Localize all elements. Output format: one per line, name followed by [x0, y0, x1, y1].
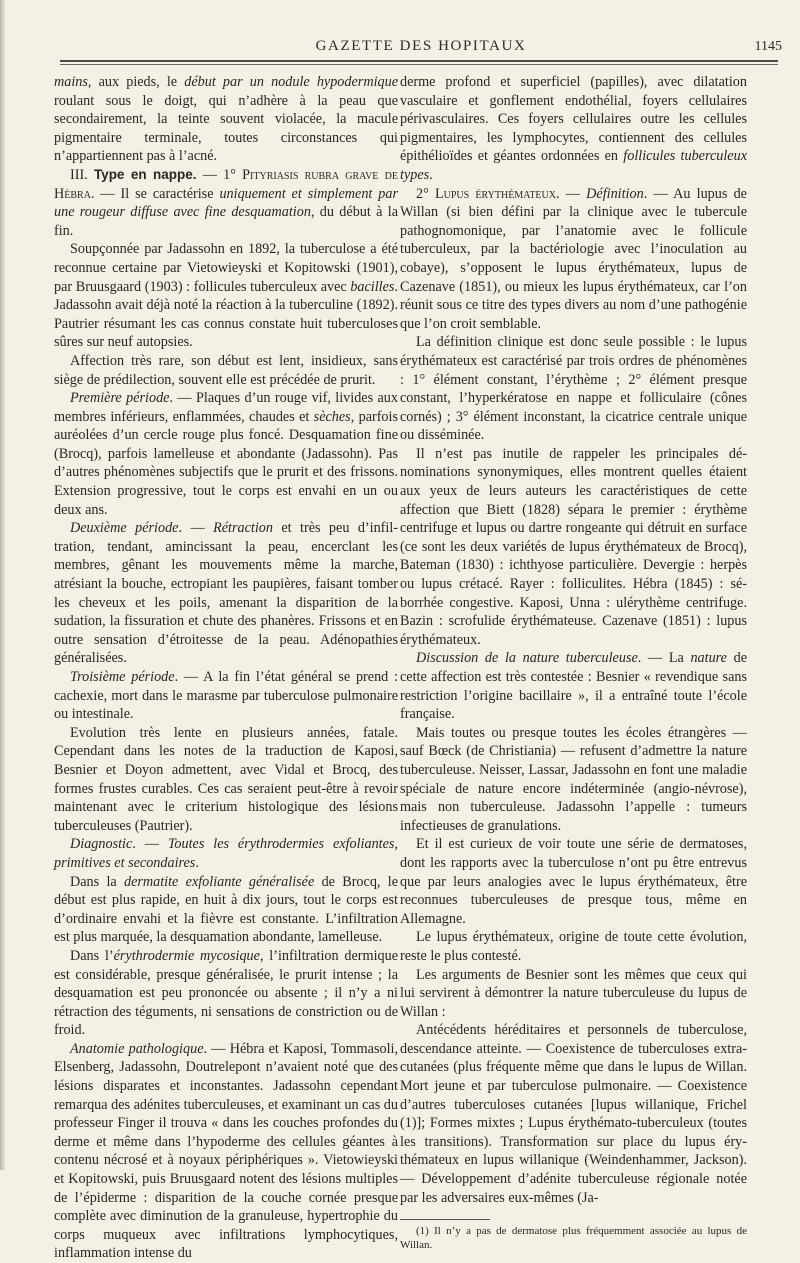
paragraph: Il n’est pas inutile de rappeler les principales dénominations synonymiques, elles montrent quelles étaient aux yeux de leurs auteurs les caractéristiques de cette affection que Biett (1828) sépara le premier : érythème centrifuge et lupus ou dartre rongeante qui détruit en surface (ce sont les deux variétés de lupus érythémateux de Brocq), Bateman (1830) : ichthyose particulière. Devergie : herpès ou lupus crétacé. Rayer : folliculites. Hébra (1845) : séborrhée congestive. Kaposi, Unna : ulérythème centrifuge. Bazin : scrofulide érythémateuse. Cazenave (1851) : lupus érythémateux.	[400, 445, 747, 648]
paragraph: Diagnostic. — Toutes les érythrodermies exfoliantes, primitives et secondaires.	[54, 836, 398, 871]
page-spine-shadow	[0, 0, 6, 1170]
header-rule-thick	[60, 60, 778, 62]
paragraph: Les arguments de Besnier sont les mêmes que ceux qui lui servirent à démontrer la nature tuberculeuse du lupus de Willan :	[400, 966, 747, 1020]
paragraph: Deuxième période. — Rétraction et très peu d’infiltration, tendant, amincissant la peau, encerclant les membres, gênant les mouvements même la marche, atrésiant la bouche, ectropiant les paupières, faisant tomber les cheveux et les poils, amenant la disparition de la sudation, la fissuration et chute des phanères. Frissons et en outre sensation d’étroitesse de la peau. Adénopathies généralisées.	[54, 520, 399, 667]
paragraph: III. Type en nappe. — 1° Pityriasis rubra grave de Hébra. — Il se caractérise uniquement et simplement par une rougeur diffuse avec fine desquamation, du début à la fin.	[54, 166, 398, 239]
paragraph: Evolution très lente en plusieurs années, fatale. Cependant dans les notes de la traduction de Kaposi, Besnier et Doyon admettent, avec Vidal et Brocq, des formes frustes curables. Ces cas seraient peut-être à revoir maintenant avec le criterium histologique des lésions tuberculeuses (Pautrier).	[54, 724, 398, 834]
paragraph: Anatomie pathologique. — Hébra et Kaposi, Tommasoli, Elsenberg, Jadassohn, Doutrelepont n’avaient noté que des lésions disparates et inconstantes. Jadassohn cependant remarqua des adénites tuberculeuses, et examinant un cas du professeur Finger il trouva « dans les couches profondes du derme et même dans l’hypoderme des cellules géantes à contenu nécrosé et à noyaux périphériques ». Vietowieyski et Kopitowski, puis Bruusgaard notent des lésions multiples de l’épiderme : disparition de la couche cornée presque complète avec diminution de la granuleuse, hypertrophie du corps muqueux avec infiltrations lymphocytiques, inflammation intense du	[54, 1040, 398, 1262]
paragraph: La définition clinique est donc seule possible : le lupus érythémateux est caractérisé par trois ordres de phénomènes : 1° élément constant, l’érythème ; 2° élément presque constant, l’hyperkératose en nappe et folliculaire (cônes cornés) ; 3° élément inconstant, la cicatrice centrale unique ou disséminée.	[400, 334, 747, 444]
paragraph: Troisième période. — A la fin l’état général se prend : cachexie, mort dans le marasme par tuberculose pulmonaire ou intestinale.	[54, 669, 398, 723]
footnote: (1) Il n’y a pas de dermatose plus fréquemment associée au lupus de Willan.	[400, 1225, 747, 1252]
page-number: 1145	[754, 39, 782, 54]
paragraph: Discussion de la nature tuberculeuse. — La nature de cette affection est très contestée : Besnier « revendique sans restriction l’origine bacillaire », il a entraîné toute l’école française.	[400, 650, 747, 723]
paragraph: Et il est curieux de voir toute une série de dermatoses, dont les rapports avec la tuberculose n’ont pu être entrevus que par leurs analogies avec le lupus érythémateux, être reconnues tuberculeuses de presque tous, même en Allemagne.	[400, 836, 747, 927]
footnote-rule	[400, 1219, 490, 1220]
running-title: GAZETTE DES HOPITAUX	[315, 38, 527, 54]
paragraph: Le lupus érythémateux, origine de toute cette évolution, reste le plus contesté.	[400, 929, 747, 964]
paragraph: mains, aux pieds, le début par un nodule hypodermique roulant sous le doigt, qui n’adhère à la peau que secondairement, la teinte souvent violacée, la macule pigmentaire terminale, toutes circonstances qui n’appartiennent pas à l’acné.	[54, 74, 398, 165]
right-column	[400, 73, 747, 1252]
paragraph: Antécédents héréditaires et personnels de tuberculose, descendance atteinte. — Coexistence de tuberculoses extra-cutanées (plus fréquente même que dans le lupus de Willan. Mort jeune et par tuberculose pulmonaire. — Coexistence d’autres tuberculoses cutanées [lupus willanique, Frichel (1)]; Formes mixtes ; Lupus érythémato-tuberculeux (toutes les transitions). Transformation sur place du lupus érythémateux en lupus willanique (Weindenhammer, Jackson). — Développement d’adénite tuberculeuse régionale notée par les adversaires eux-mêmes (Ja-	[400, 1022, 747, 1206]
paragraph: Mais toutes ou presque toutes les écoles étrangères — sauf Bœck (de Christiania) — refusent d’admettre la nature tuberculeuse. Neisser, Lassar, Jadassohn en font une maladie spéciale de nature encore indéterminée (angio-névrose), mais non tuberculeuse. Jadassohn l’appelle : tumeurs infectieuses de granulations.	[400, 724, 747, 834]
header-rule-thin	[60, 64, 778, 65]
paragraph: Dans l’érythrodermie mycosique, l’infiltration dermique est considérable, presque généralisée, le prurit intense ; la desquamation est peu prononcée ou absente ; il n’y a ni rétraction des téguments, ni sensations de constriction ou de froid.	[54, 947, 398, 1039]
paragraph: Soupçonnée par Jadassohn en 1892, la tuberculose a été reconnue certaine par Vietowieyski et Kopitowski (1901), par Bruusgaard (1903) : follicules tuberculeux avec bacilles. Jadassohn avait déjà noté la réaction à la tuberculine (1892). Pautrier résumant les cas connus constate huit tuberculoses sûres sur neuf autopsies.	[54, 241, 398, 351]
paragraph: Dans la dermatite exfoliante généralisée de Brocq, le début est plus rapide, en huit à dix jours, tout le corps est d’ordinaire envahi et la fièvre est constante. L’infiltration est plus marquée, la desquamation abondante, lamelleuse.	[54, 873, 398, 946]
left-column	[54, 73, 399, 1262]
paragraph: Affection très rare, son début est lent, insidieux, sans siège de prédilection, souvent elle est précédée de prurit.	[54, 352, 398, 388]
paragraph: derme profond et superficiel (papilles), avec dilatation vasculaire et gonflement endothélial, foyers cellulaires périvasculaires. Ces foyers cellulaires outre les cellules pigmentaires, les lymphocytes, contiennent des cellules épithélioïdes et géantes ordonnées en follicules tuberculeux types.	[400, 74, 747, 183]
paragraph: 2° Lupus érythémateux. — Définition. — Au lupus de Willan (si bien défini par la clinique avec le tubercule pathognomonique, par l’anatomie avec le follicule tuberculeux, par la bactériologie avec l’inoculation au cobaye), s’opposent le lupus érythémateux, lupus de Cazenave (1851), ou mieux les lupus érythémateux, car l’on réunit sous ce titre des types divers au nom d’une pathogénie que l’on croit semblable.	[400, 185, 747, 332]
paragraph: Première période. — Plaques d’un rouge vif, livides aux membres inférieurs, enflammées, chaudes et sèches, parfois auréolées d’un cercle rouge plus foncé. Desquamation fine (Brocq), parfois lamelleuse et abondante (Jadassohn). Pas d’autres phénomènes subjectifs que le prurit et des frissons. Extension progressive, tout le corps est envahi en un ou deux ans.	[54, 390, 398, 518]
